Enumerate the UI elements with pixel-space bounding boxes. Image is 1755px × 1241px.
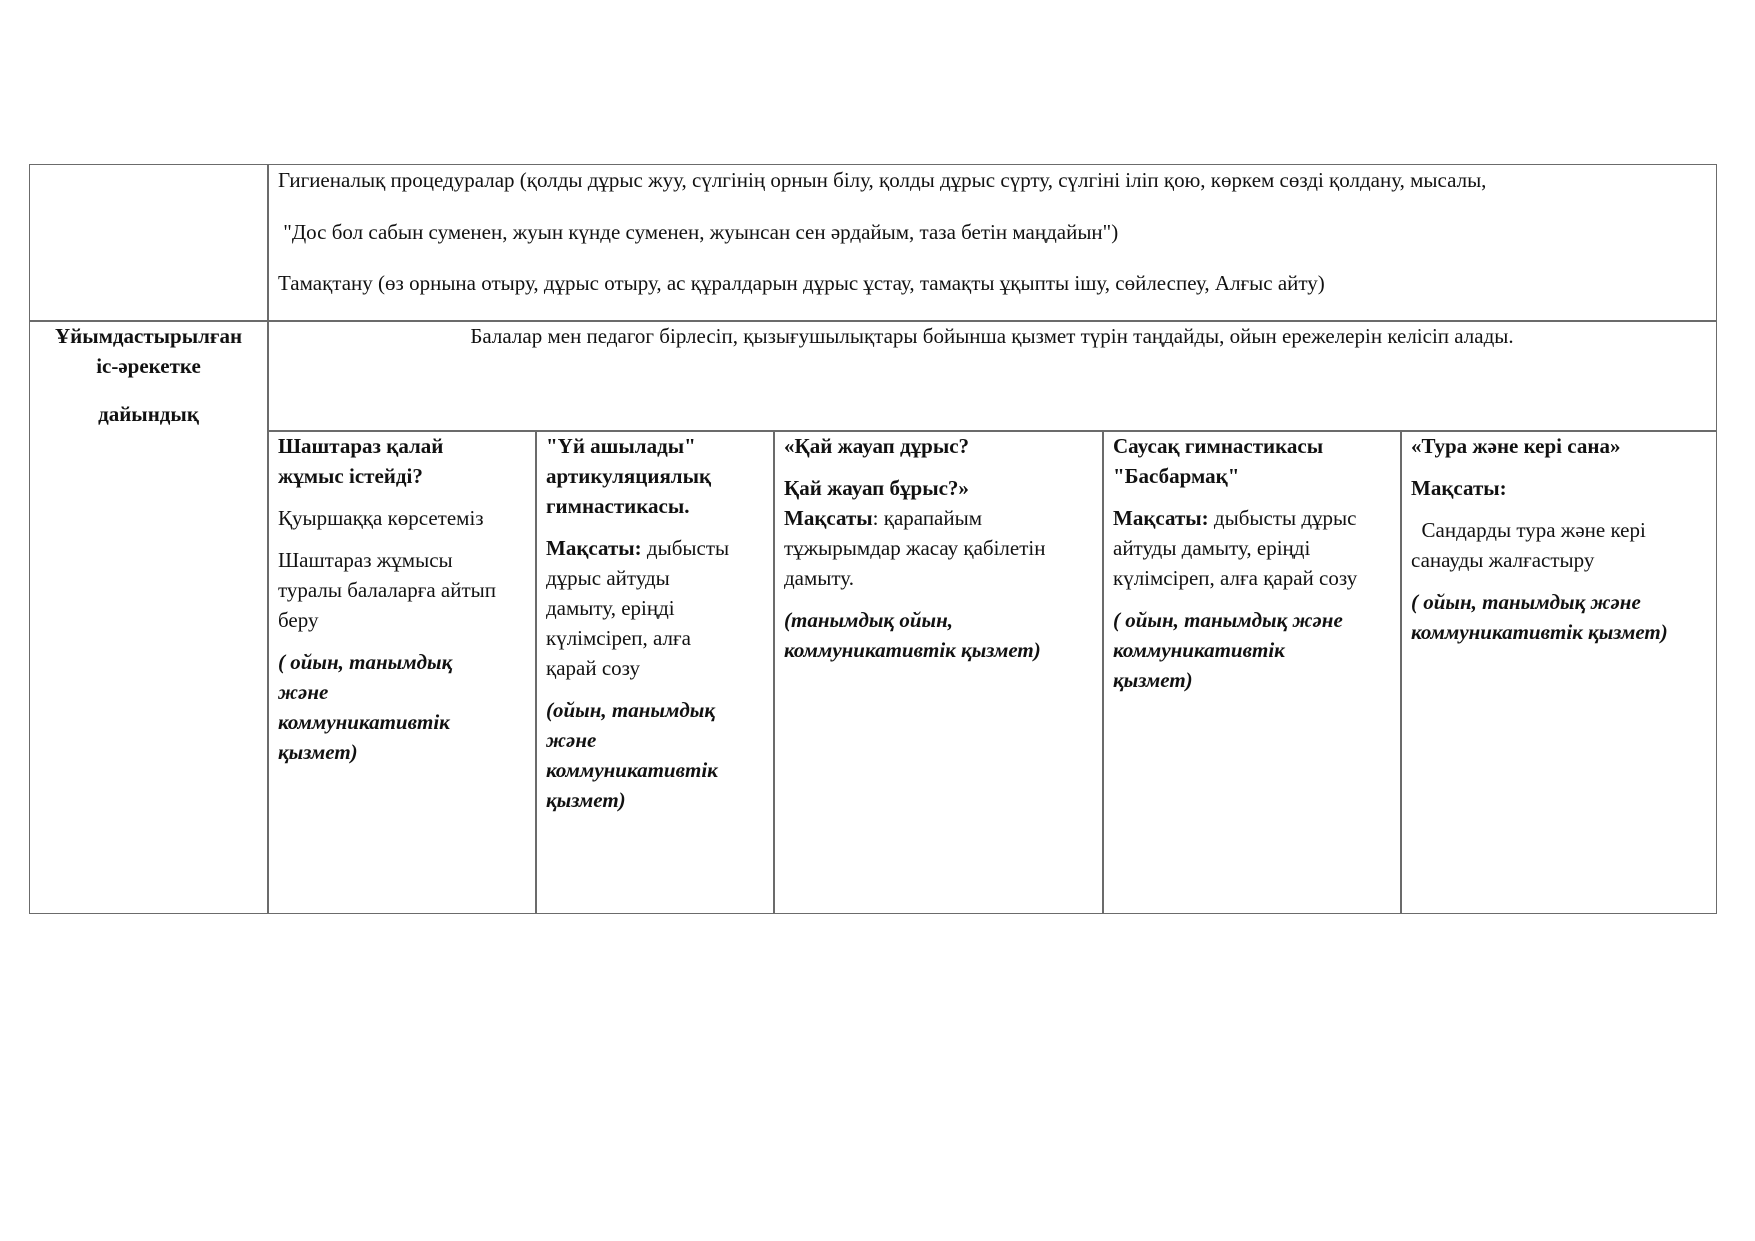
activity-type: қызмет) bbox=[278, 740, 358, 764]
goal-label: Мақсаты: bbox=[1411, 476, 1507, 500]
goal-text: қарай созу bbox=[546, 656, 641, 680]
goal-text: күлімсіреп, алға bbox=[546, 626, 691, 650]
activity-cell bbox=[1411, 431, 1711, 647]
activity-type: коммуникативтік bbox=[1113, 638, 1285, 662]
goal-label: Мақсаты bbox=[784, 506, 873, 530]
activity-type: коммуникативтік bbox=[278, 710, 450, 734]
activity-type: (ойын, танымдық bbox=[546, 698, 715, 722]
activity-title: Саусақ гимнастикасы bbox=[1113, 434, 1324, 458]
goal-text: санауды жалғастыру bbox=[1411, 548, 1595, 572]
activity-type: коммуникативтік қызмет) bbox=[1411, 620, 1668, 644]
intro-text: Балалар мен педагог бірлесіп, қызығушылықтары бойынша қызмет түрін таңдайды, ойын ережелерін келісіп алады. bbox=[470, 324, 1514, 348]
activity-text: Шаштараз жұмысы bbox=[278, 548, 453, 572]
meal-text: Тамақтану (өз орнына отыру, дұрыс отыру, ас құралдарын дұрыс ұстау, тамақты ұқыпты ішу, сөйлеспеу, Алғыс айту) bbox=[278, 271, 1325, 295]
activity-title: «Тура және кері сана» bbox=[1411, 434, 1621, 458]
section-label-line: Ұйымдастырылған bbox=[54, 324, 243, 348]
goal-text: : қарапайым bbox=[872, 506, 983, 530]
activity-type: және bbox=[278, 680, 329, 704]
hygiene-text: Гигиеналық процедуралар (қолды дұрыс жуу, сүлгінің орнын білу, қолды дұрыс сүрту, сүлгіні іліп қою, көркем сөзді қолдану, мысалы, bbox=[278, 168, 1487, 192]
activity-title: артикуляциялық bbox=[546, 464, 712, 488]
activity-type: қызмет) bbox=[1113, 668, 1193, 692]
goal-text: дамыту, еріңді bbox=[546, 596, 675, 620]
activity-cell bbox=[278, 431, 528, 767]
section-label-line: дайындық bbox=[98, 402, 199, 426]
activity-type: ( ойын, танымдық bbox=[278, 650, 453, 674]
activity-type: қызмет) bbox=[546, 788, 626, 812]
activity-type: (танымдық ойын, bbox=[784, 608, 953, 632]
goal-text: күлімсіреп, алға қарай созу bbox=[1113, 566, 1358, 590]
activity-title: Қай жауап бұрыс?» bbox=[784, 476, 969, 500]
activity-title: "Үй ашылады" bbox=[546, 434, 696, 458]
goal-text: Сандарды тура және кері bbox=[1411, 518, 1646, 542]
hygiene-rhyme: "Дос бол сабын суменен, жуын күнде суменен, жуынсан сен әрдайым, таза бетін маңдайын") bbox=[278, 220, 1119, 244]
table-divider bbox=[1400, 430, 1402, 913]
activity-cell bbox=[784, 431, 1096, 665]
goal-text: дыбысты bbox=[641, 536, 730, 560]
activity-text: Қуыршаққа көрсетеміз bbox=[278, 506, 484, 530]
table-divider bbox=[535, 430, 537, 913]
intro-cell bbox=[268, 321, 1716, 351]
activity-title: гимнастикасы. bbox=[546, 494, 690, 518]
activity-cell bbox=[546, 431, 768, 815]
goal-text: айтуды дамыту, еріңді bbox=[1113, 536, 1311, 560]
goal-text: тұжырымдар жасау қабілетін bbox=[784, 536, 1046, 560]
activity-type: коммуникативтік bbox=[546, 758, 718, 782]
activity-type: ( ойын, танымдық және bbox=[1113, 608, 1343, 632]
activity-title: жұмыс істейді? bbox=[278, 464, 423, 488]
table-divider bbox=[1102, 430, 1104, 913]
section-label bbox=[30, 321, 267, 429]
plan-table bbox=[29, 164, 1717, 914]
section-label-line: іс-әрекетке bbox=[96, 354, 201, 378]
activity-cell bbox=[1113, 431, 1395, 695]
goal-text: дұрыс айтуды bbox=[546, 566, 670, 590]
table-divider bbox=[773, 430, 775, 913]
goal-label: Мақсаты: bbox=[1113, 506, 1209, 530]
goal-text: дамыту. bbox=[784, 566, 854, 590]
activity-type: ( ойын, танымдық және bbox=[1411, 590, 1641, 614]
activity-text: беру bbox=[278, 608, 319, 632]
activity-title: «Қай жауап дұрыс? bbox=[784, 434, 970, 458]
activity-text: туралы балаларға айтып bbox=[278, 578, 496, 602]
activity-title: "Басбармақ" bbox=[1113, 464, 1240, 488]
table-divider bbox=[267, 165, 269, 913]
activity-type: коммуникативтік қызмет) bbox=[784, 638, 1041, 662]
activity-type: және bbox=[546, 728, 597, 752]
goal-label: Мақсаты: bbox=[546, 536, 642, 560]
goal-text: дыбысты дұрыс bbox=[1208, 506, 1357, 530]
activity-title: Шаштараз қалай bbox=[278, 434, 444, 458]
